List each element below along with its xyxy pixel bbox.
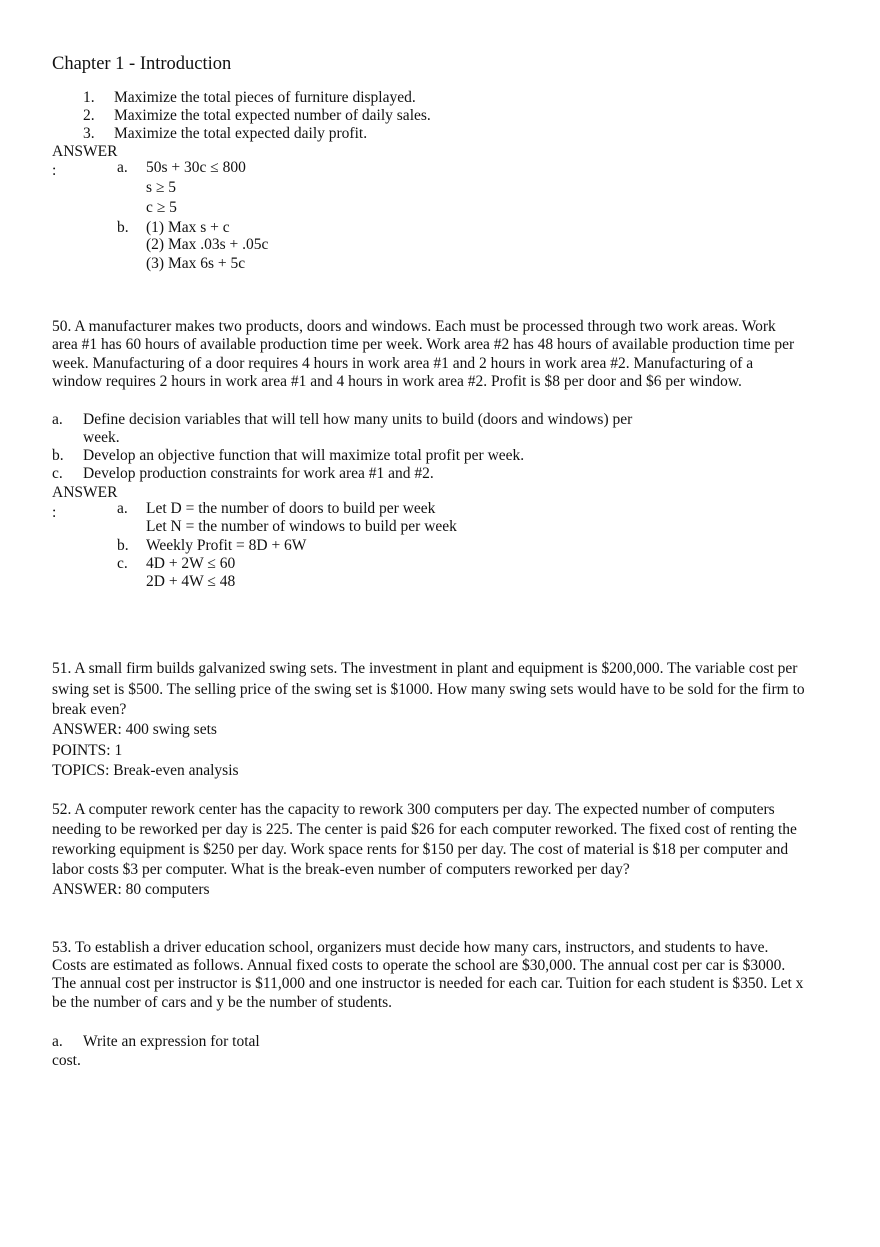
question-line: be the number of cars and y be the number of students. xyxy=(52,994,393,1011)
question-line: 53. To establish a driver education school, organizers must decide how many cars, instructors, and students to have. xyxy=(52,939,769,956)
question-line: 51. A small firm builds galvanized swing sets. The investment in plant and equipment is $200,000. The variable cost per xyxy=(52,660,798,677)
list-item-number: 2. xyxy=(83,107,95,124)
objective-line: (1) Max s + c xyxy=(146,219,230,236)
question-line: reworking equipment is $250 per day. Work space rents for $150 per day. The cost of material is $18 per computer and xyxy=(52,841,789,858)
answer-part-letter: b. xyxy=(117,219,129,236)
question-line: window requires 2 hours in work area #1 and 4 hours in work area #2. Profit is $8 per door and $6 per window. xyxy=(52,373,742,390)
question-part: cost. xyxy=(52,1052,81,1069)
answer-line: Weekly Profit = 8D + 6W xyxy=(146,537,307,554)
objective-line: (3) Max 6s + 5c xyxy=(146,255,246,272)
constraint-line: 4D + 2W ≤ 60 xyxy=(146,555,236,572)
list-item: Maximize the total expected number of daily sales. xyxy=(114,107,431,124)
question-part: week. xyxy=(83,429,120,446)
constraint-line: s ≥ 5 xyxy=(146,179,177,196)
answer-part-letter: c. xyxy=(117,555,128,572)
question-line: week. Manufacturing of a door requires 4 hours in work area #1 and 2 hours in work area #2. Manufacturing of a xyxy=(52,355,754,372)
answer-part-letter: a. xyxy=(117,159,128,176)
question-line: 50. A manufacturer makes two products, doors and windows. Each must be processed through two work areas. Work xyxy=(52,318,776,335)
question-part: Define decision variables that will tell how many units to build (doors and windows) per xyxy=(83,411,633,428)
question-line: 52. A computer rework center has the capacity to rework 300 computers per day. The expected number of computers xyxy=(52,801,775,818)
list-item-number: 1. xyxy=(83,89,95,106)
constraint-line: 2D + 4W ≤ 48 xyxy=(146,573,236,590)
answer-label: ANSWER xyxy=(52,484,118,501)
list-item: Maximize the total expected daily profit. xyxy=(114,125,368,142)
answer-part-letter: b. xyxy=(117,537,129,554)
answer-label: ANSWER xyxy=(52,143,118,160)
answer-line: Let D = the number of doors to build per week xyxy=(146,500,436,517)
answer-line: ANSWER: 400 swing sets xyxy=(52,721,217,738)
question-line: needing to be reworked per day is 225. The center is paid $26 for each computer reworked. The fixed cost of renting the xyxy=(52,821,797,838)
question-line: Costs are estimated as follows. Annual fixed costs to operate the school are $30,000. The annual cost per car is $3000. xyxy=(52,957,786,974)
list-item: Maximize the total pieces of furniture displayed. xyxy=(114,89,416,106)
page-title: Chapter 1 - Introduction xyxy=(52,54,232,74)
points-line: POINTS: 1 xyxy=(52,742,123,759)
question-part-letter: b. xyxy=(52,447,64,464)
answer-colon: : xyxy=(52,504,57,521)
question-line: area #1 has 60 hours of available production time per week. Work area #2 has 48 hours of available production time per xyxy=(52,336,795,353)
constraint-line: 50s + 30c ≤ 800 xyxy=(146,159,246,176)
question-part-letter: c. xyxy=(52,465,63,482)
question-part-letter: a. xyxy=(52,411,63,428)
list-item-number: 3. xyxy=(83,125,95,142)
question-part: Write an expression for total xyxy=(83,1033,260,1050)
topics-line: TOPICS: Break-even analysis xyxy=(52,762,239,779)
constraint-line: c ≥ 5 xyxy=(146,199,177,216)
answer-line: Let N = the number of windows to build per week xyxy=(146,518,457,535)
question-line: labor costs $3 per computer. What is the break-even number of computers reworked per day? xyxy=(52,861,630,878)
answer-part-letter: a. xyxy=(117,500,128,517)
question-line: The annual cost per instructor is $11,000 and one instructor is needed for each car. Tuition for each student is $350. Let x xyxy=(52,975,804,992)
question-part: Develop production constraints for work area #1 and #2. xyxy=(83,465,434,482)
question-line: break even? xyxy=(52,701,127,718)
question-line: swing set is $500. The selling price of the swing set is $1000. How many swing sets would have to be sold for the firm to xyxy=(52,681,805,698)
question-part: Develop an objective function that will maximize total profit per week. xyxy=(83,447,525,464)
answer-colon: : xyxy=(52,162,57,179)
answer-line: ANSWER: 80 computers xyxy=(52,881,210,898)
objective-line: (2) Max .03s + .05c xyxy=(146,236,269,253)
question-part-letter: a. xyxy=(52,1033,63,1050)
